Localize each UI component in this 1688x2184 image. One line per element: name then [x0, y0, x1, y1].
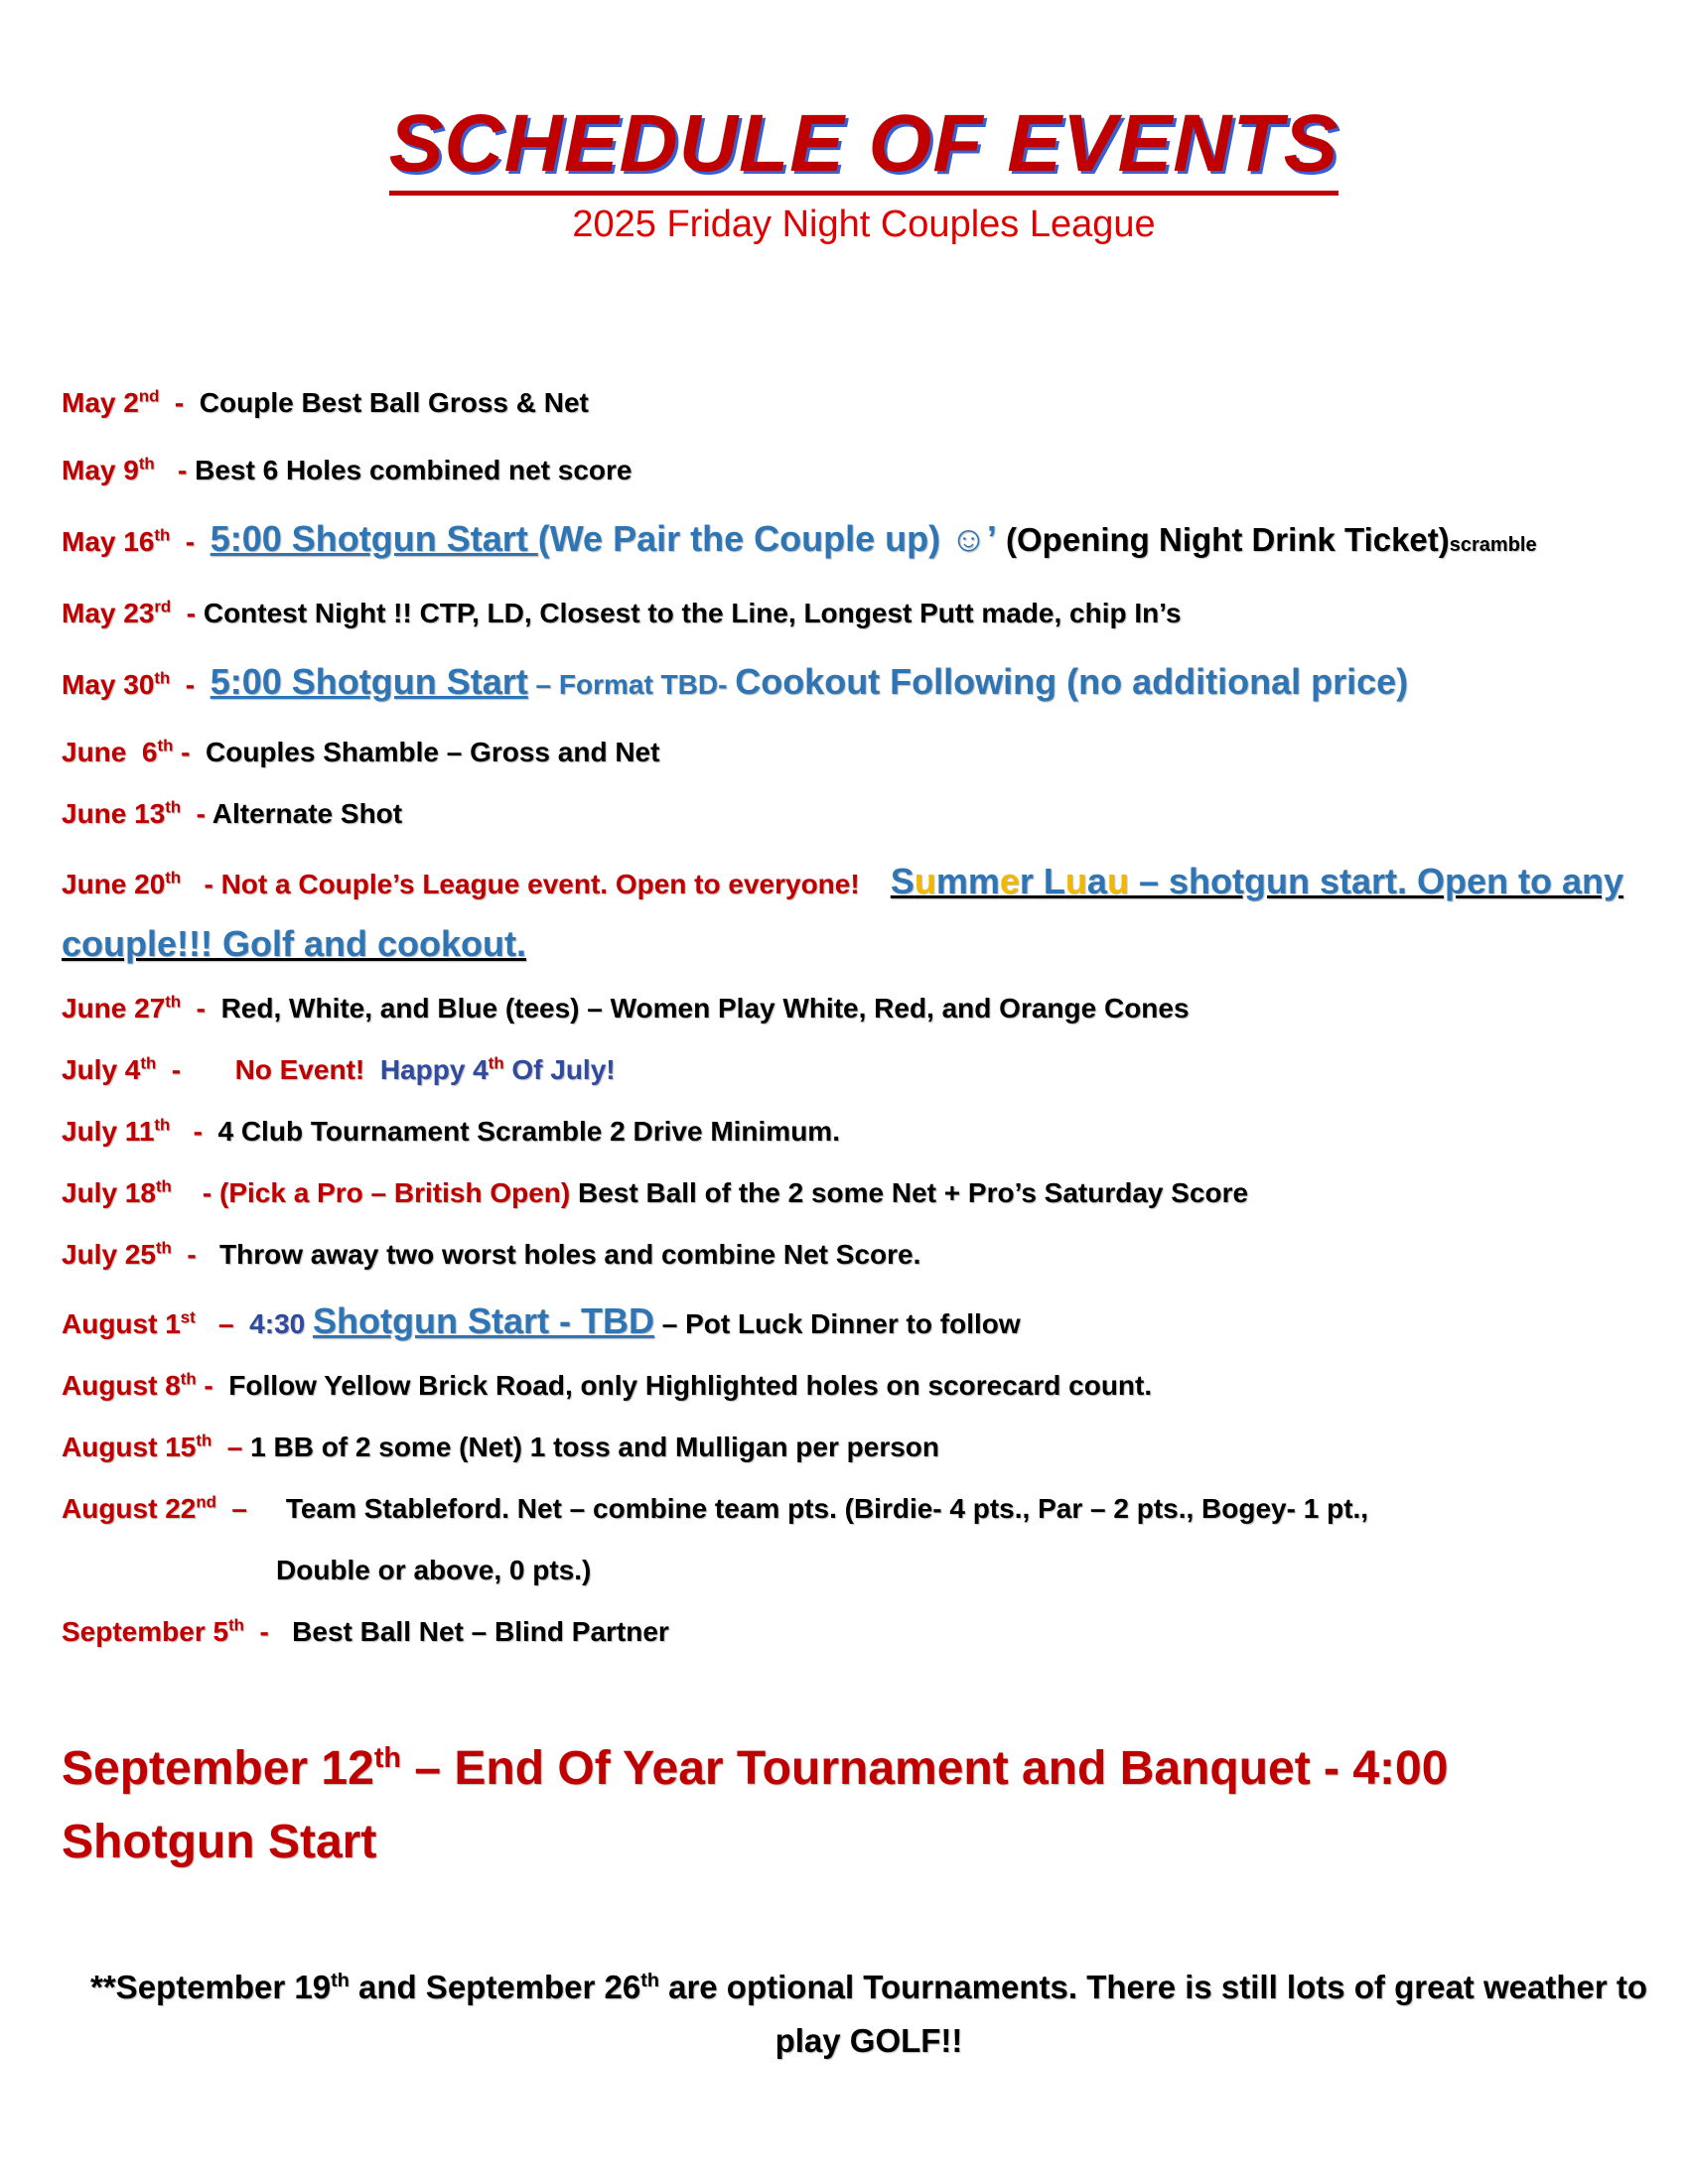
event-june-6: June 6th - Couples Shamble – Gross and Net — [62, 736, 660, 767]
event-august-22: August 22nd – Team Stableford. Net – combine team pts. (Birdie- 4 pts., Par – 2 pts., Bogey- 1 pt., — [62, 1492, 1369, 1524]
event-may-30: May 30th - 5:00 Shotgun Start – Format TBD- Cookout Following (no additional price) — [62, 661, 1409, 702]
page-title: SCHEDULE OF EVENTS — [0, 97, 1688, 191]
event-august-1: August 1st – 4:30 Shotgun Start - TBD – Pot Luck Dinner to follow — [62, 1300, 1021, 1341]
event-july-11: July 11th - 4 Club Tournament Scramble 2 Drive Minimum. — [62, 1115, 840, 1147]
event-june-27: June 27th - Red, White, and Blue (tees) – Women Play White, Red, and Orange Cones — [62, 992, 1190, 1024]
event-may-2: May 2nd - Couple Best Ball Gross & Net — [62, 386, 589, 418]
event-may-9: May 9th - Best 6 Holes combined net score — [62, 454, 633, 485]
event-august-22-continued: Double or above, 0 pts.) — [276, 1555, 592, 1585]
summer-luau-text: Summer Luau – shotgun start. Open to any couple!!! Golf and cookout. — [62, 861, 1623, 964]
event-august-8: August 8th - Follow Yellow Brick Road, only Highlighted holes on scorecard count. — [62, 1369, 1153, 1401]
event-september-5: September 5th - Best Ball Net – Blind Partner — [62, 1615, 669, 1647]
event-july-4: July 4th - No Event! Happy 4th Of July! — [62, 1053, 616, 1085]
event-july-18: July 18th - (Pick a Pro – British Open) Best Ball of the 2 some Net + Pro’s Saturday Score — [62, 1176, 1249, 1208]
event-may-23: May 23rd - Contest Night !! CTP, LD, Closest to the Line, Longest Putt made, chip In’s — [62, 597, 1182, 628]
event-june-20: June 20th - Not a Couple’s League event. Open to everyone! Summer Luau – shotgun start. Open to any couple!!! Golf and cookout. — [62, 861, 1623, 964]
event-august-15: August 15th – 1 BB of 2 some (Net) 1 toss and Mulligan per person — [62, 1431, 940, 1462]
event-may-16: May 16th - 5:00 Shotgun Start (We Pair the Couple up) ☺’ (Opening Night Drink Ticket)scramble — [62, 518, 1537, 559]
event-june-13: June 13th - Alternate Shot — [62, 797, 403, 829]
footnote-optional-tournaments: **September 19th and September 26th are optional Tournaments. There is still lots of great weather to play GOLF!! — [90, 1969, 1647, 2059]
page-subtitle: 2025 Friday Night Couples League — [572, 204, 1156, 245]
event-july-25: July 25th - Throw away two worst holes and combine Net Score. — [62, 1238, 921, 1270]
final-event-banquet: September 12th – End Of Year Tournament and Banquet - 4:00 Shotgun Start — [62, 1742, 1449, 1868]
